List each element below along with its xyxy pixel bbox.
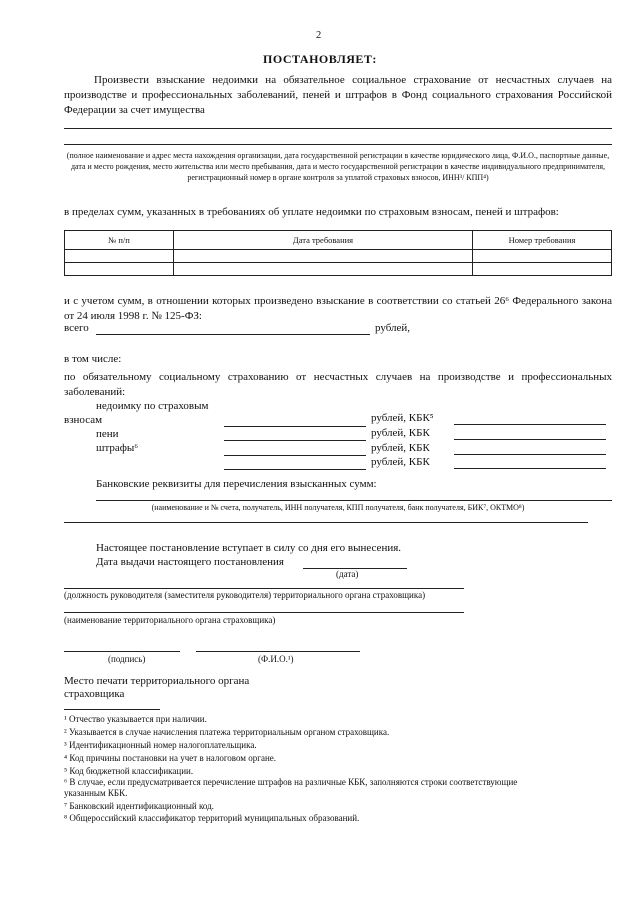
bank-details-label: Банковские реквизиты для перечисления взысканных сумм: bbox=[96, 478, 377, 490]
cell-number[interactable] bbox=[473, 250, 612, 263]
table-row[interactable] bbox=[65, 263, 612, 276]
footnote-7: ⁷ Банковский идентификационный код. bbox=[64, 801, 214, 811]
org-hint: (полное наименование и адрес места нахождения организации, дата государственной регистрации в качестве юридического лица, Ф.И.О., паспортные данные, дата и место рождения, место жительства или место пребывания, дата и место государственной регистрации в качестве индивидуального предпринимателя, регистрационный номер в органе контроля за уплатой страховых взносов, ИНН³/ КПП⁴) bbox=[66, 151, 610, 182]
header-num: № п/п bbox=[65, 231, 174, 250]
fines-label: штрафы⁶ bbox=[96, 442, 139, 454]
arrears-amount-field[interactable] bbox=[224, 426, 366, 427]
fines-kbk-field[interactable] bbox=[454, 454, 606, 455]
org-line-2[interactable] bbox=[64, 144, 612, 145]
signature-field[interactable] bbox=[64, 651, 180, 652]
footnote-6-cont: указанным КБК. bbox=[64, 788, 128, 798]
fio-field[interactable] bbox=[196, 651, 360, 652]
issue-date-label: Дата выдачи настоящего постановления bbox=[96, 556, 284, 568]
fio-hint: (Ф.И.О.¹) bbox=[258, 654, 294, 664]
fines-amount-field-2[interactable] bbox=[224, 469, 366, 470]
penalty-label: пени bbox=[96, 428, 119, 440]
body-name-field[interactable] bbox=[64, 612, 464, 613]
total-label: всего bbox=[64, 322, 89, 334]
table-header-row bbox=[65, 231, 612, 250]
org-line-1[interactable] bbox=[64, 128, 612, 129]
intro-paragraph: Произвести взыскание недоимки на обязательное социальное страхование от несчастных случаев на производстве и профессиональных заболеваний, пеней и штрафов в Фонд социального страхования Российской Федерации за счет имущества bbox=[64, 74, 612, 116]
fines-kbk-field-2[interactable] bbox=[454, 468, 606, 469]
bank-hint: (наименование и № счета, получатель, ИНН получателя, КПП получателя, банк получателя, БИК⁷, ОКТМО⁸) bbox=[151, 503, 525, 512]
heading: ПОСТАНОВЛЯЕТ: bbox=[263, 52, 377, 66]
signature-hint: (подпись) bbox=[108, 654, 146, 664]
cell-number[interactable] bbox=[473, 263, 612, 276]
page-number: 2 bbox=[316, 30, 322, 41]
cell-num[interactable] bbox=[65, 250, 174, 263]
footnote-2: ² Указывается в случае начисления платежа территориальным органом страховщика. bbox=[64, 727, 390, 737]
effective-text: Настоящее постановление вступает в силу со дня его вынесения. bbox=[96, 542, 402, 554]
footnote-1: ¹ Отчество указывается при наличии. bbox=[64, 714, 207, 724]
penalty-kbk-field[interactable] bbox=[454, 439, 606, 440]
footnote-5: ⁵ Код бюджетной классификации. bbox=[64, 766, 194, 776]
bank-line-2[interactable] bbox=[64, 522, 588, 523]
arrears-label-2: взносам bbox=[64, 414, 103, 426]
footnote-4: ⁴ Код причины постановки на учет в налоговом органе. bbox=[64, 753, 277, 763]
arrears-kbk-field[interactable] bbox=[454, 424, 606, 425]
requirements-table bbox=[64, 230, 612, 276]
header-date: Дата требования bbox=[174, 231, 473, 250]
date-hint: (дата) bbox=[336, 569, 359, 579]
table-row[interactable] bbox=[65, 250, 612, 263]
limits-text: в пределах сумм, указанных в требованиях об уплате недоимки по страховым взносам, пеней и штрафов: bbox=[64, 206, 559, 218]
penalty-kbk-label: рублей, КБК bbox=[371, 427, 430, 439]
cell-date[interactable] bbox=[174, 263, 473, 276]
footnote-3: ³ Идентификационный номер налогоплательщика. bbox=[64, 740, 257, 750]
body-name-hint: (наименование территориального органа страховщика) bbox=[64, 615, 276, 625]
considering-text: и с учетом сумм, в отношении которых произведено взыскание в соответствии со статьей 26⁶ Федерального закона от 24 июля 1998 г. № 125-ФЗ: bbox=[64, 295, 612, 322]
including-label: в том числе: bbox=[64, 353, 122, 365]
position-hint: (должность руководителя (заместителя руководителя) территориального органа страховщика) bbox=[64, 590, 426, 600]
fines-amount-field[interactable] bbox=[224, 455, 366, 456]
total-rubles: рублей, bbox=[375, 322, 411, 334]
seal-label: Место печати территориального органа bbox=[64, 675, 250, 687]
cell-date[interactable] bbox=[174, 250, 473, 263]
footnote-divider bbox=[64, 709, 160, 710]
header-number: Номер требования bbox=[473, 231, 612, 250]
bank-line-1[interactable] bbox=[96, 500, 612, 501]
footnote-8: ⁸ Общероссийский классификатор территорий муниципальных образований. bbox=[64, 813, 360, 823]
position-field[interactable] bbox=[64, 588, 464, 589]
fines-kbk-label: рублей, КБК bbox=[371, 442, 430, 454]
fines-kbk-label-2: рублей, КБК bbox=[371, 456, 430, 468]
seal-label-2: страховщика bbox=[64, 688, 125, 700]
arrears-label: недоимку по страховым bbox=[96, 400, 209, 412]
penalty-amount-field[interactable] bbox=[224, 440, 366, 441]
total-field[interactable] bbox=[96, 334, 370, 335]
insurance-text: по обязательному социальному страхованию от несчастных случаев на производстве и профессиональных заболеваний: bbox=[64, 371, 612, 398]
footnote-6: ⁶ В случае, если предусматривается перечисление штрафов на различные КБК, заполняются строки соответствующие bbox=[64, 777, 518, 787]
cell-num[interactable] bbox=[65, 263, 174, 276]
arrears-kbk-label: рублей, КБК⁵ bbox=[371, 412, 434, 424]
